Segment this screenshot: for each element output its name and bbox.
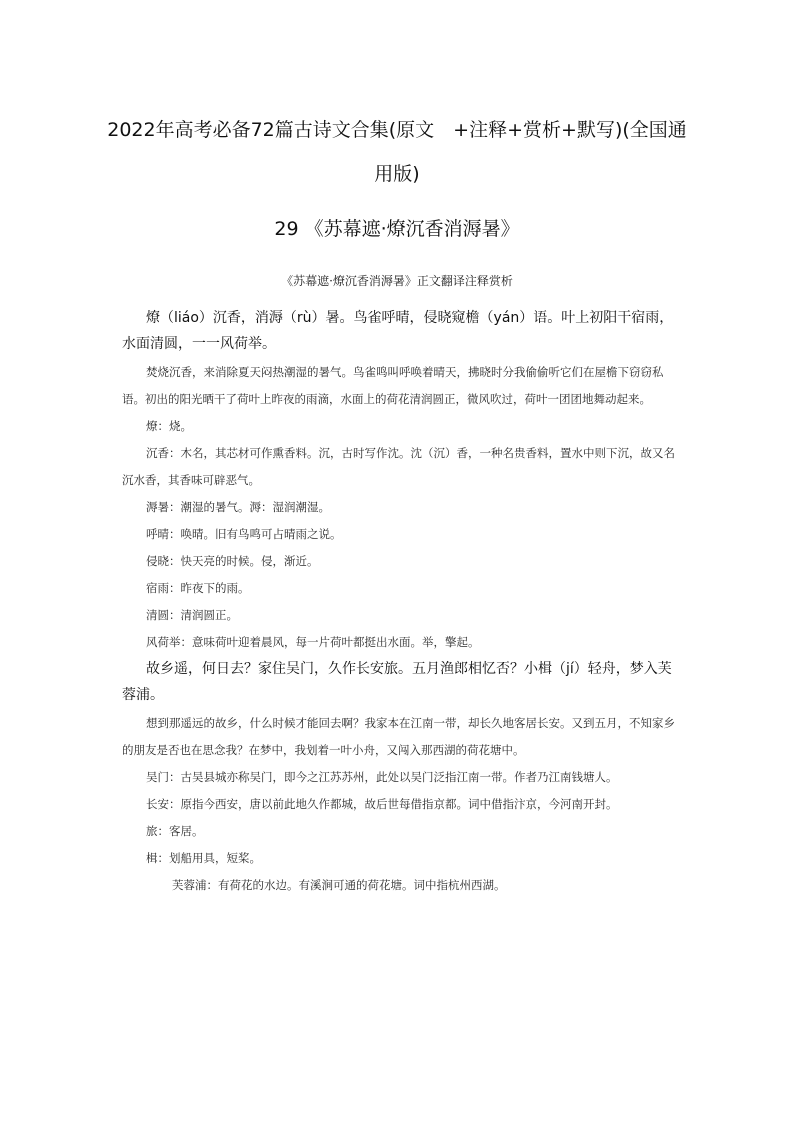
note-huqing: 呼晴：唤晴。旧有鸟鸣可占晴雨之说。 [146,527,342,541]
document-body [122,305,678,899]
note-ji: 楫：划船用具，短桨。 [146,851,261,865]
note-wumen: 吴门：古吴县城亦称吴门，即今之江苏苏州，此处以吴门泛指江南一带。作者乃江南钱塘人。 [146,770,618,784]
stanza2-translation: 想到那遥远的故乡，什么时候才能回去啊？我家本在江南一带，却长久地客居长安。又到五月，不知家乡的朋友是否也在思念我？在梦中，我划着一叶小舟，又闯入那西湖的荷花塘中。 [122,716,675,757]
note-qinxiao: 侵晓：快天亮的时候。侵，渐近。 [146,554,319,568]
note-suyu: 宿雨：昨夜下的雨。 [146,581,250,595]
note-changan: 长安：原指今西安，唐以前此地久作都城，故后世每借指京都。词中借指汴京，今河南开封。 [146,797,618,811]
note-furongpu: 芙蓉浦：有荷花的水边。有溪涧可通的荷花塘。词中指杭州西湖。 [172,878,506,892]
note-lv: 旅：客居。 [146,824,204,838]
note-liao: 燎：烧。 [146,419,192,433]
stanza2-original: 故乡遥，何日去？家住吴门，久作长安旅。五月渔郎相忆否？小楫（jí）轻舟，梦入芙蓉浦。 [122,661,672,703]
note-qingyuan: 清圆：清润圆正。 [146,608,238,622]
document-title: 2022年高考必备72篇古诗文合集(原文 +注释+赏析+默写)(全国通用版) [107,119,687,185]
note-chenxiang: 沉香：木名，其芯材可作熏香料。沉，古时写作沈。沈（沉）香，一种名贵香料，置水中则下沉，故又名沉水香，其香味可辟恶气。 [122,446,675,487]
stanza1-translation: 焚烧沉香，来消除夏天闷热潮湿的暑气。鸟雀鸣叫呼唤着晴天，拂晓时分我偷偷听它们在屋檐下窃窃私语。初出的阳光晒干了荷叶上昨夜的雨滴，水面上的荷花清润圆正，微风吹过，荷叶一团团地舞动起来。 [122,365,664,406]
stanza1-original: 燎（liáo）沉香，消溽（rù）暑。鸟雀呼晴，侵晓窥檐（yán）语。叶上初阳干宿雨，水面清圆，一一风荷举。 [122,310,674,352]
note-rushu: 溽暑：潮湿的暑气。溽：湿润潮湿。 [146,500,330,514]
section-subtitle: 《苏幕遮·燎沉香消溽暑》正文翻译注释赏析 [281,274,513,288]
poem-title: 29 《苏幕遮·燎沉香消溽暑》 [274,218,520,240]
note-fenghe: 风荷举：意味荷叶迎着晨风，每一片荷叶都挺出水面。举，擎起。 [146,635,480,649]
